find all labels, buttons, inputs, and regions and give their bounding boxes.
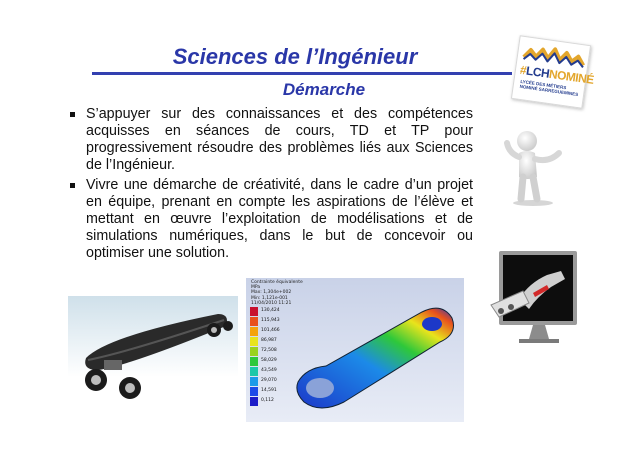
bullet-text: Vivre une démarche de créativité, dans le cadre d’un projet en équipe, prenant en compte les aspirations de l’élève et mettant en œuvre l’exploitation de modélisations et de simulations numériques, dans le but de concevoir ou optimiser une solution. xyxy=(86,177,473,261)
legend-value: 86,987 xyxy=(261,338,277,343)
legend-row xyxy=(250,346,290,356)
legend-swatch xyxy=(250,367,258,376)
legend-swatch xyxy=(250,377,258,386)
logo-wordmark: #LCHNOMINÉ xyxy=(519,62,595,87)
bullet-item xyxy=(70,106,473,174)
legend-value: 130,424 xyxy=(261,308,280,313)
slide-title: Sciences de l’Ingénieur xyxy=(172,44,418,69)
legend-row xyxy=(250,336,290,346)
legend-row xyxy=(250,366,290,376)
bullet-list xyxy=(70,106,473,265)
legend-swatch xyxy=(250,317,258,326)
slide-subtitle: Démarche xyxy=(282,80,366,99)
logo-subtext: LYCÉE DES MÉTIERS NOMINÉ SARREGUEMINES xyxy=(519,78,579,97)
stress-simulation-image xyxy=(246,278,464,422)
simulation-caption: Contrainte équivalente MPa Max: 1,304e+002 Min: 1,121e-001 11/04/2010 11:21 xyxy=(251,280,303,306)
legend-swatch xyxy=(250,307,258,316)
bullet-text: S’appuyer sur des connaissances et des compétences acquisses en séances de cours, TD et TP pour progressivement résoudre des problèmes liés aux Sciences de l’Ingénieur. xyxy=(86,106,473,173)
legend-value: 101,466 xyxy=(261,328,280,333)
legend-value: 29,070 xyxy=(261,378,277,383)
legend-row xyxy=(250,356,290,366)
legend-value: 58,029 xyxy=(261,358,277,363)
bullet-marker-icon xyxy=(70,183,75,188)
legend-row xyxy=(250,396,290,406)
electric-skateboard-icon xyxy=(68,296,238,412)
cad-monitor-icon xyxy=(489,249,581,345)
legend-swatch xyxy=(250,337,258,346)
legend-value: 72,508 xyxy=(261,348,277,353)
bullet-item xyxy=(70,177,473,262)
legend-value: 115,943 xyxy=(261,318,280,323)
legend-row xyxy=(250,316,290,326)
legend-swatch xyxy=(250,327,258,336)
lch-nomine-logo xyxy=(511,35,595,108)
title-underline xyxy=(92,72,512,75)
legend-row xyxy=(250,326,290,336)
stress-legend xyxy=(250,306,290,406)
bullet-marker-icon xyxy=(70,112,75,117)
legend-swatch xyxy=(250,397,258,406)
legend-row xyxy=(250,376,290,386)
thinking-figure-icon xyxy=(497,127,569,207)
legend-value: 43,549 xyxy=(261,368,277,373)
legend-value: 14,591 xyxy=(261,388,277,393)
legend-row xyxy=(250,386,290,396)
skateboard-image xyxy=(68,296,238,412)
legend-swatch xyxy=(250,357,258,366)
legend-swatch xyxy=(250,387,258,396)
legend-row xyxy=(250,306,290,316)
legend-value: 0,112 xyxy=(261,398,274,403)
legend-swatch xyxy=(250,347,258,356)
